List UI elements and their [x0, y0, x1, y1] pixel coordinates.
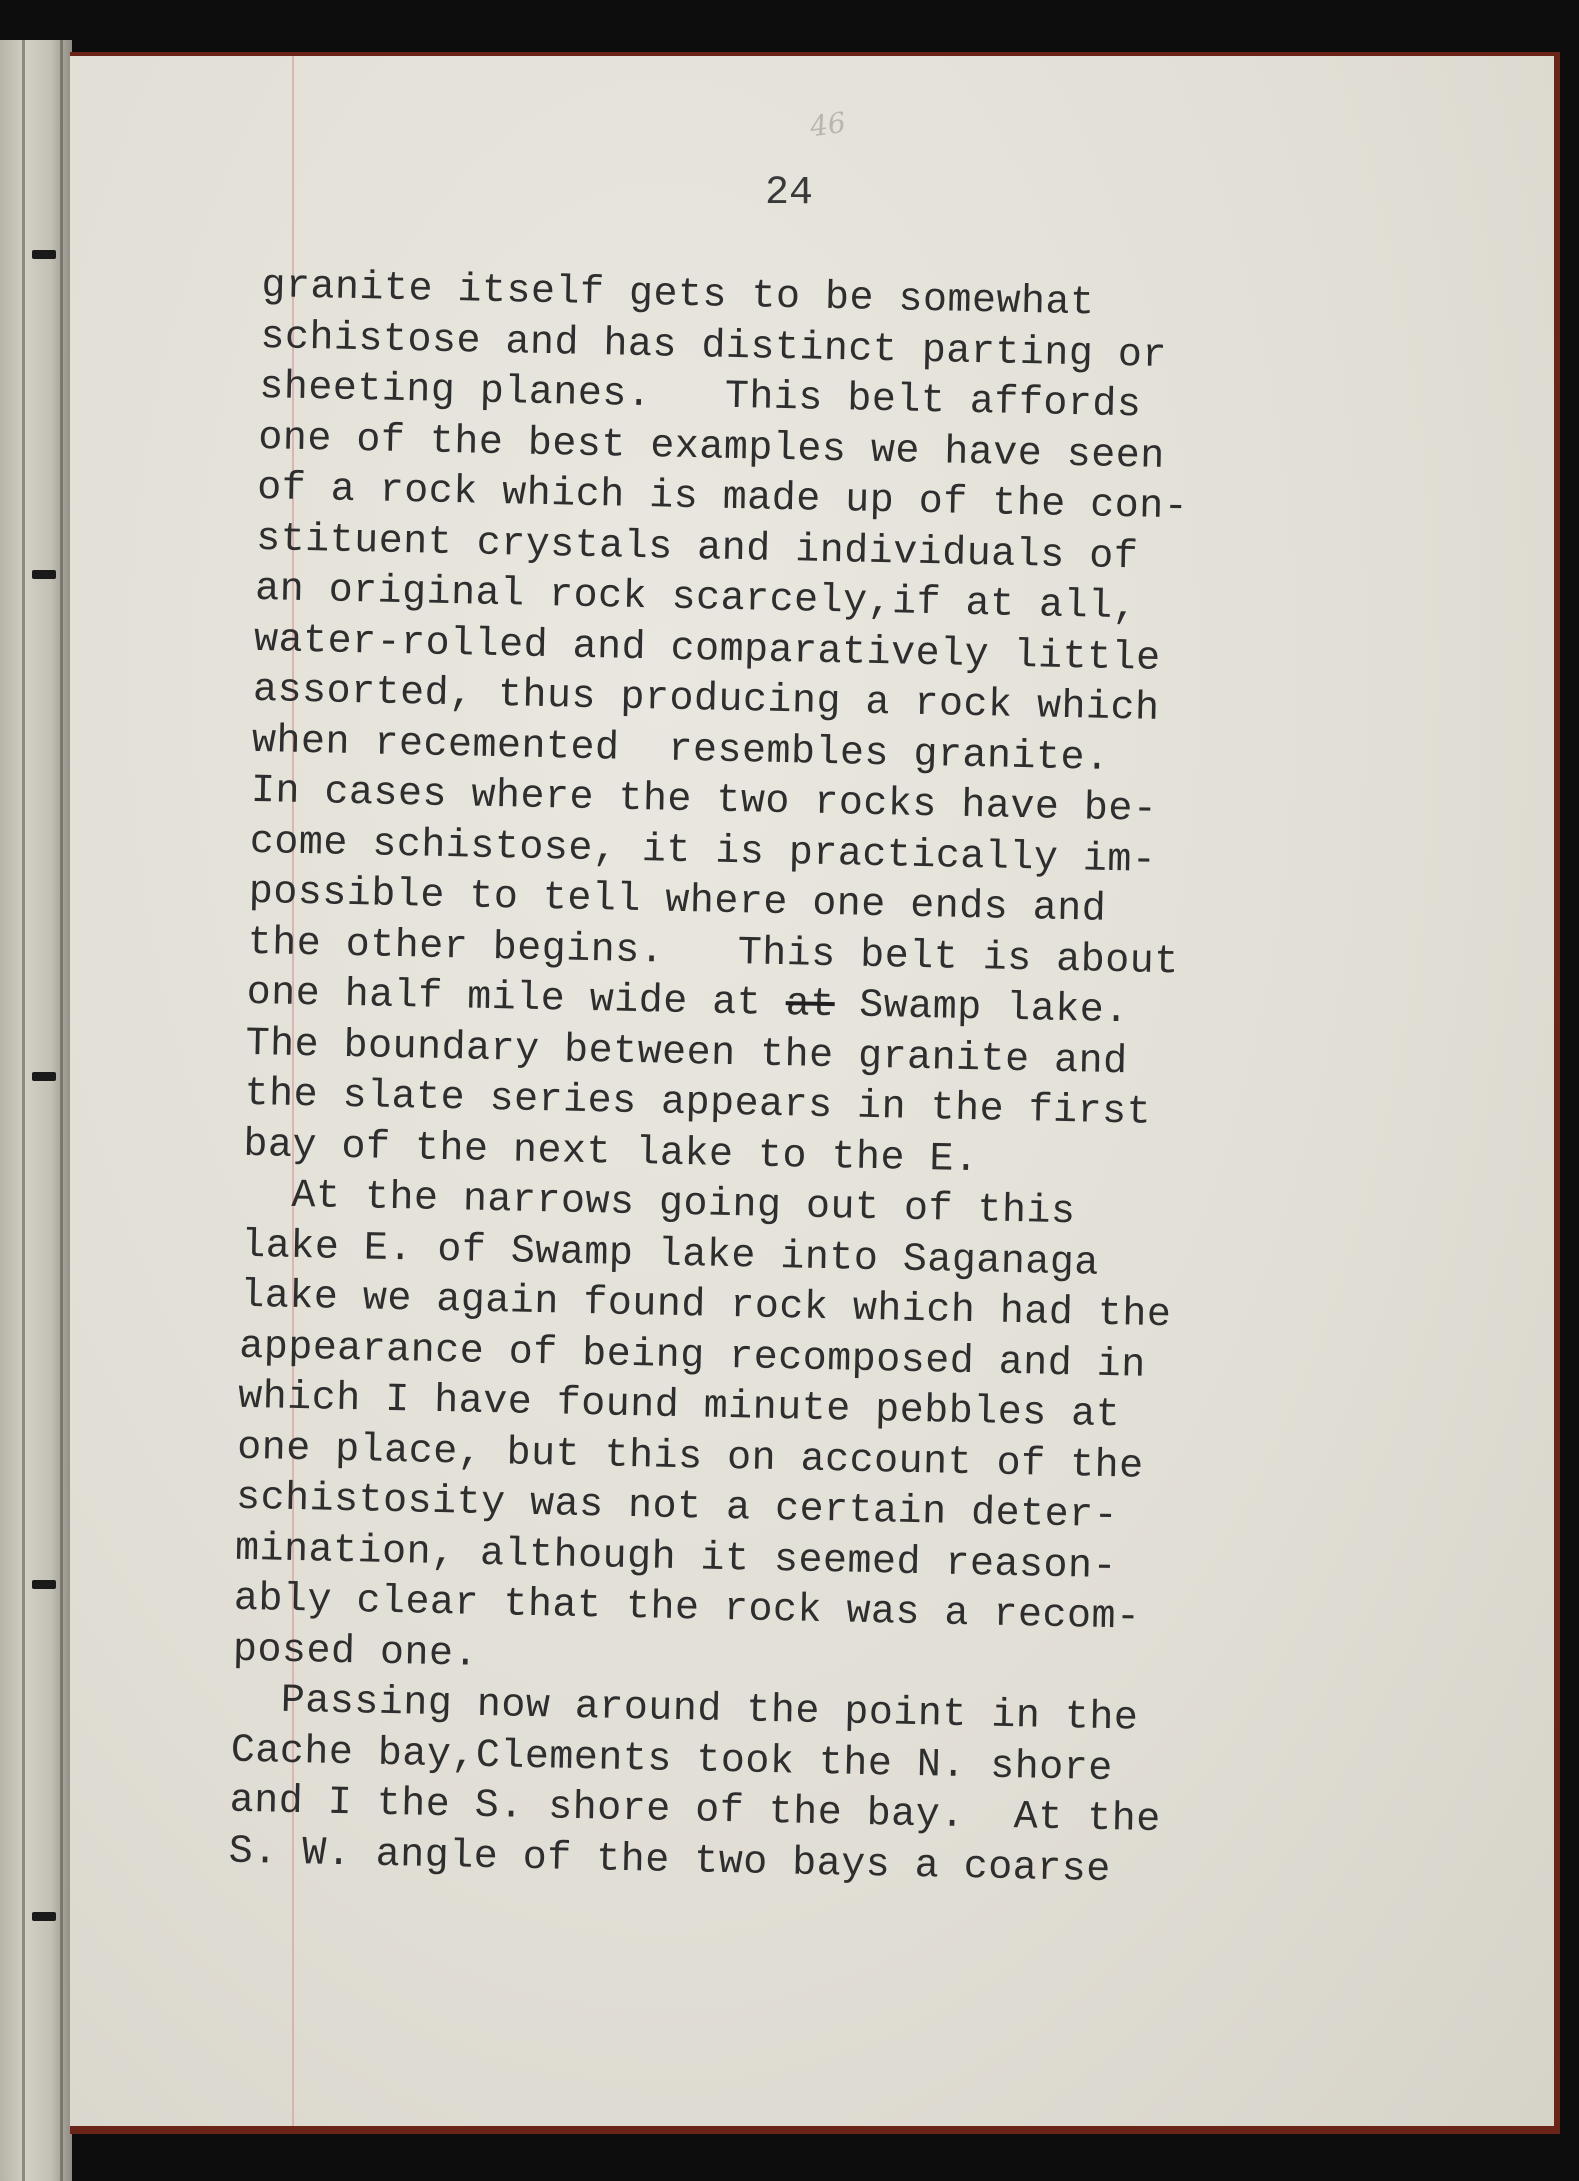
text-line: mination, although it seemed reason- [234, 1526, 1118, 1590]
page-number: 24 [765, 171, 814, 216]
text-line: lake E. of Swamp lake into Saganaga [240, 1223, 1100, 1287]
binding-staple [32, 250, 56, 259]
text-line: possible to tell where one ends and [248, 869, 1107, 933]
text-line: In cases where the two rocks have be- [250, 768, 1158, 833]
text-line: sheeting planes. This belt affords [258, 364, 1142, 429]
text-line: and I the S. shore of the bay. At the [229, 1778, 1162, 1844]
text-segment: one half mile wide at [246, 970, 787, 1028]
spine-line [60, 40, 63, 2181]
notebook-binding [0, 40, 72, 2181]
text-line: which I have found minute pebbles at [237, 1374, 1121, 1439]
binding-staple [32, 1912, 56, 1921]
binding-staple [32, 570, 56, 579]
text-line: the slate series appears in the first [244, 1071, 1152, 1136]
text-line: lake we again found rock which had the [239, 1273, 1172, 1339]
text-line: an original rock scarcely,if at all, [254, 566, 1138, 631]
binding-staple [32, 1580, 56, 1589]
text-line: water-rolled and comparatively little [253, 617, 1162, 682]
text-line: Cache bay,Clements took the N. shore [230, 1728, 1114, 1792]
typewritten-text [228, 262, 1502, 1904]
text-line: The boundary between the granite and [245, 1021, 1129, 1085]
text-line: one of the best examples we have seen [257, 415, 1166, 480]
text-line: granite itself gets to be somewhat [261, 263, 1095, 327]
text-line: S. W. angle of the two bays a coarse [228, 1829, 1112, 1893]
text-line: assorted, thus producing a rock which [252, 667, 1160, 732]
text-line: the other begins. This belt is about [247, 920, 1180, 985]
text-line: At the narrows going out of this [241, 1172, 1076, 1236]
text-line: when recemented resembles granite. [251, 718, 1110, 782]
text-line: of a rock which is made up of the con- [256, 465, 1189, 531]
text-line: schistosity was not a certain deter- [235, 1475, 1119, 1540]
text-line: Passing now around the point in the [231, 1677, 1139, 1742]
text-line: schistose and has distinct parting or [259, 314, 1168, 379]
text-line: stituent crystals and individuals of [255, 516, 1139, 580]
text-line: appearance of being recomposed and in [238, 1324, 1147, 1389]
struck-out-word: at [785, 982, 836, 1029]
text-line: one place, but this on account of the [236, 1425, 1145, 1490]
pencil-page-mark: 46 [807, 105, 848, 144]
text-line: come schistose, it is practically im- [249, 819, 1157, 884]
text-line: ably clear that the rock was a recom- [233, 1576, 1141, 1641]
text-line: posed one. [232, 1627, 479, 1678]
text-line: bay of the next lake to the E. [243, 1122, 979, 1183]
spine-line [22, 40, 25, 2181]
text-segment: Swamp lake. [834, 983, 1130, 1035]
binding-staple [32, 1072, 56, 1081]
